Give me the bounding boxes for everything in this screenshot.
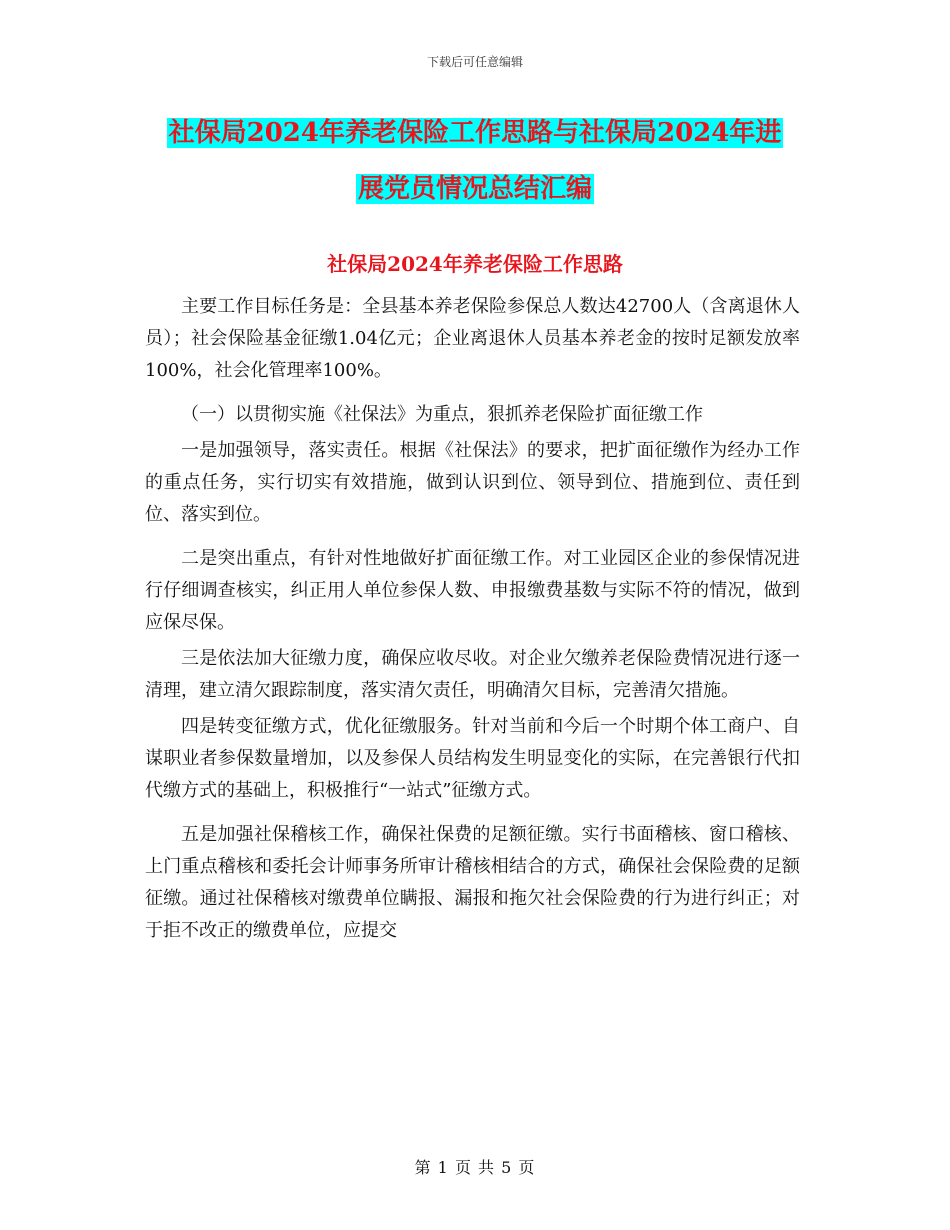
paragraph: 四是转变征缴方式，优化征缴服务。针对当前和今后一个时期个体工商户、自谋职业者参保数量增加，以及参保人员结构发生明显变化的实际，在完善银行代扣代缴方式的基础上，积极推行“一站式”征缴方式。 (145, 716, 800, 801)
paragraph: 一是加强领导，落实责任。根据《社保法》的要求，把扩面征缴作为经办工作的重点任务，实行切实有效措施，做到认识到位、领导到位、措施到位、责任到位、落实到位。 (145, 440, 800, 525)
title-line-1-text: 社保局2024年养老保险工作思路与社保局2024年进 (168, 118, 782, 148)
title-line-2 (0, 162, 950, 218)
paragraph: 三是依法加大征缴力度，确保应收尽收。对企业欠缴养老保险费情况进行逐一清理，建立清欠跟踪制度，落实清欠责任，明确清欠目标，完善清欠措施。 (145, 648, 800, 701)
section-title: 社保局2024年养老保险工作思路 (327, 252, 623, 276)
document-title (0, 106, 950, 218)
title-line-1 (0, 106, 950, 162)
paragraph: 主要工作目标任务是：全县基本养老保险参保总人数达42700人（含离退休人员）；社会保险基金征缴1.04亿元；企业离退休人员基本养老金的按时足额发放率100%，社会化管理率100%。 (145, 296, 800, 381)
page-footer: 第 1 页 共 5 页 (414, 1158, 536, 1177)
paragraph: （一）以贯彻实施《社保法》为重点，狠抓养老保险扩面征缴工作 (181, 404, 703, 425)
paragraph: 二是突出重点，有针对性地做好扩面征缴工作。对工业园区企业的参保情况进行仔细调查核实，纠正用人单位参保人数、申报缴费基数与实际不符的情况，做到应保尽保。 (145, 548, 800, 633)
paragraph: 五是加强社保稽核工作，确保社保费的足额征缴。实行书面稽核、窗口稽核、上门重点稽核和委托会计师事务所审计稽核相结合的方式，确保社会保险费的足额征缴。通过社保稽核对缴费单位瞒报、漏报和拖欠社会保险费的行为进行纠正；对于拒不改正的缴费单位，应提交 (145, 824, 800, 941)
title-line-2-text: 展党员情况总结汇编 (357, 174, 592, 204)
document-body (145, 291, 800, 959)
header-note: 下载后可任意编辑 (426, 55, 523, 69)
